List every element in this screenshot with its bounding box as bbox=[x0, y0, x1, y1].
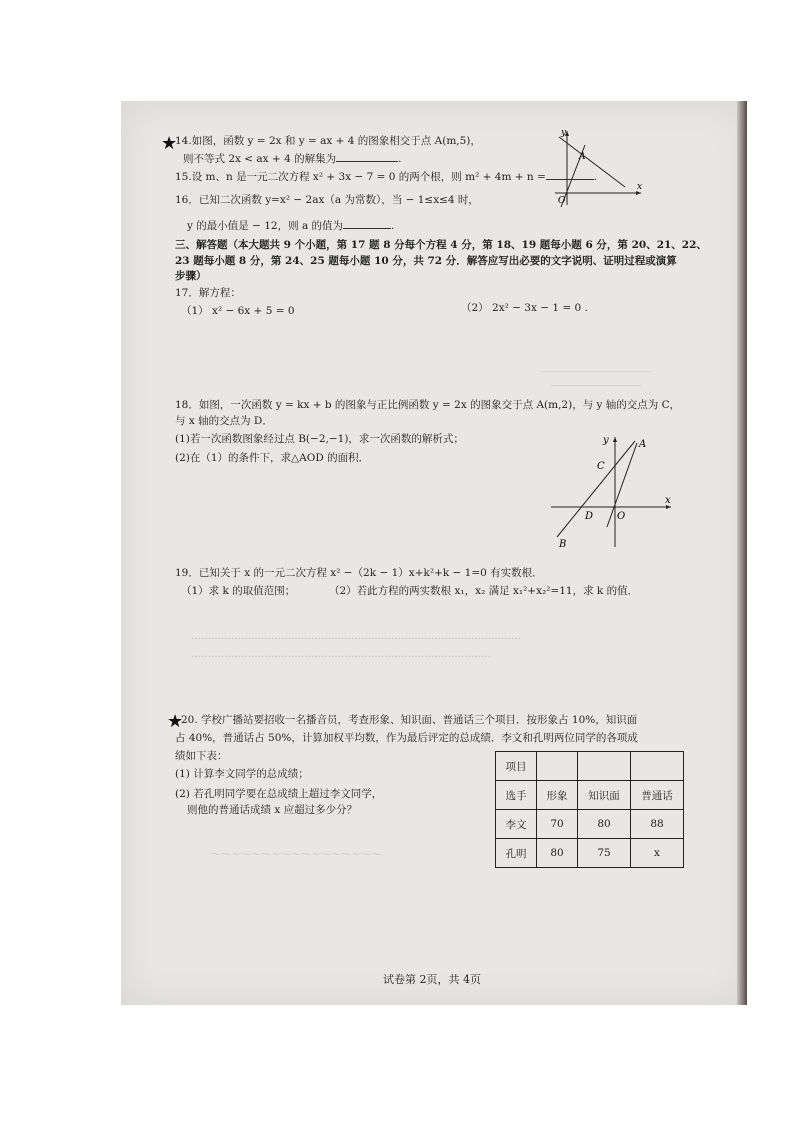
x-label: x bbox=[665, 495, 671, 506]
q14-line2: 则不等式 2x < ax + 4 的解集为 . bbox=[183, 153, 402, 165]
point-a-label: A bbox=[639, 439, 647, 450]
q20-part1: (1) 计算李文同学的总成绩； bbox=[175, 768, 309, 780]
q18-part1: (1)若一次函数图象经过点 B(−2,−1)，求一次函数的解析式； bbox=[175, 433, 464, 445]
q16-line2: y 的最小值是 − 12，则 a 的值为 . bbox=[187, 220, 395, 232]
y-axis-arrow bbox=[613, 437, 617, 442]
origin-label: O bbox=[617, 511, 626, 522]
answer-blank bbox=[336, 151, 398, 162]
y-label: y bbox=[603, 435, 609, 446]
section3-line3: 步骤） bbox=[175, 270, 207, 282]
table-cell: 选手 bbox=[496, 781, 537, 810]
q15: 15.设 m、n 是一元二次方程 x² + 3x − 7 = 0 的两个根，则 m² + 4m + n = . bbox=[175, 171, 598, 183]
table-cell: x bbox=[631, 839, 684, 868]
page-footer: 试卷第 2页，共 4页 bbox=[383, 973, 481, 986]
table-cell bbox=[537, 752, 578, 781]
table-cell: 项目 bbox=[496, 752, 537, 781]
star-mark-icon: ★ bbox=[161, 133, 178, 154]
table-cell: 普通话 bbox=[631, 781, 684, 810]
q20-line3: 绩如下表： bbox=[175, 750, 228, 762]
q20-part2a: (2) 若孔明同学要在总成绩上超过李文同学， bbox=[175, 788, 383, 800]
exam-paper: ★ 14.如图，函数 y = 2x 和 y = ax + 4 的图象相交于点 A(m,5)， 则不等式 2x < ax + 4 的解集为 . y x O A 15.设 m、n 是一元二次方程 x² + 3x − 7 = 0 的两个根，则 m² + 4m + n = . 16．已知二次函数 y=x² − 2ax（a 为常数），当 − 1≤x≤4 时， y 的最小值是 − 12，则 a 的值为 . 三、解答题（本大题共 9 个小题，第 17 题 8 分每个方程 4 分，第 18、19 题每小题 6 分，第 20、21、22、 23 题每小题 8 分，第 24、25 题每小题 10 分，共 72 分．解答应写出必要的文字说明、证明过程或演算 步骤） 17．解方程： （1） x² − 6x + 5 = 0 （2） 2x² − 3x − 1 = 0 . ＿＿＿＿＿＿＿＿＿＿＿ ＿＿＿＿＿＿＿＿＿ 18．如图，一次函数 y = kx + b 的图象与正比例函数 y = 2x 的图象交于点 A(m,2)，与 y 轴的交点为 C， 与 x 轴的交点为 D． (1)若一次函数图象经过点 B(−2,−1)，求一次函数的解析式； (2)在（1）的条件下，求△AOD 的面积． y x A C D O B 19．已知关于 x 的一元二次方程 x² −（2k − 1）x+k²+k − 1=0 有实数根． （1）求 k 的取值范围； （2）若此方程的两实数根 x₁，x₂ 满足 x₁²+x₂²=11，求 k 的值． ……………………………………………………………………………………… ……………………………………………………………………………… ★ 20. 学校广播站要招收一名播音员，考查形象、知识面、普通话三个项目．按形象占 10%，知识面 占 40%，普通话占 50%，计算加权平均数，作为最后评定的总成绩．李文和孔明两位同学的各项成 绩如下表： (1) 计算李文同学的总成绩； (2) 若孔明同学要在总成绩上超过李文同学， 则他的普通话成绩 x 应超过多少分？ 项目 选手 形象 知识面 普通话 李文 70 80 88 孔明 80 75 x ～～～～～～～～～～～～～～～～～ 试卷第 2页，共 4页 bbox=[121, 101, 747, 1005]
table-cell: 知识面 bbox=[578, 781, 631, 810]
score-table bbox=[495, 751, 684, 868]
q18-figure bbox=[549, 431, 675, 549]
point-b-label: B bbox=[559, 539, 567, 549]
x-label: x bbox=[637, 182, 643, 192]
q18-line1: 18．如图，一次函数 y = kx + b 的图象与正比例函数 y = 2x 的图象交于点 A(m,2)，与 y 轴的交点为 C， bbox=[175, 399, 681, 411]
q19-part1: （1）求 k 的取值范围； bbox=[181, 585, 296, 597]
q14-line1: 14.如图，函数 y = 2x 和 y = ax + 4 的图象相交于点 A(m,5)， bbox=[175, 135, 481, 147]
q16-line1: 16．已知二次函数 y=x² − 2ax（a 为常数），当 − 1≤x≤4 时， bbox=[175, 194, 479, 206]
q17-part2: （2） 2x² − 3x − 1 = 0 . bbox=[461, 302, 588, 314]
y-label: y bbox=[561, 128, 567, 138]
table-cell: 88 bbox=[631, 810, 684, 839]
line-y-kx-b bbox=[557, 441, 635, 537]
section3-line2: 23 题每小题 8 分，第 24、25 题每小题 10 分，共 72 分．解答应写出必要的文字说明、证明过程或演算 bbox=[175, 255, 677, 267]
q19-part2: （2）若此方程的两实数根 x₁，x₂ 满足 x₁²+x₂²=11，求 k 的值． bbox=[329, 585, 639, 597]
point-d-label: D bbox=[585, 511, 594, 522]
table-cell: 形象 bbox=[537, 781, 578, 810]
table-cell bbox=[578, 752, 631, 781]
q19-line1: 19．已知关于 x 的一元二次方程 x² −（2k − 1）x+k²+k − 1=0 有实数根． bbox=[175, 567, 543, 579]
q18-part2: (2)在（1）的条件下，求△AOD 的面积． bbox=[175, 452, 370, 464]
q20-line1: 20. 学校广播站要招收一名播音员，考查形象、知识面、普通话三个项目．按形象占 10%，知识面 bbox=[181, 714, 638, 726]
table-cell: 80 bbox=[537, 839, 578, 868]
q17-part1: （1） x² − 6x + 5 = 0 bbox=[181, 305, 295, 317]
point-a-label: A bbox=[579, 152, 586, 162]
table-cell: 李文 bbox=[496, 810, 537, 839]
paper-edge-shadow bbox=[737, 101, 747, 1005]
table-cell: 孔明 bbox=[496, 839, 537, 868]
table-row bbox=[496, 781, 684, 810]
q17-title: 17．解方程： bbox=[175, 287, 241, 299]
section3-line1: 三、解答题（本大题共 9 个小题，第 17 题 8 分每个方程 4 分，第 18、19 题每小题 6 分，第 20、21、22、 bbox=[175, 239, 707, 251]
q14-figure bbox=[553, 125, 645, 207]
table-row bbox=[496, 752, 684, 781]
table-row bbox=[496, 839, 684, 868]
q20-line2: 占 40%，普通话占 50%，计算加权平均数，作为最后评定的总成绩．李文和孔明两位同学的各项成 bbox=[175, 732, 638, 744]
table-cell: 75 bbox=[578, 839, 631, 868]
answer-blank bbox=[546, 169, 594, 180]
table-cell: 70 bbox=[537, 810, 578, 839]
q20-part2b: 则他的普通话成绩 x 应超过多少分？ bbox=[187, 804, 358, 816]
origin-label: O bbox=[558, 196, 566, 206]
q18-line2: 与 x 轴的交点为 D． bbox=[175, 415, 273, 427]
table-cell: 80 bbox=[578, 810, 631, 839]
star-mark-icon: ★ bbox=[167, 711, 184, 732]
point-c-label: C bbox=[597, 461, 605, 472]
answer-blank bbox=[343, 218, 391, 229]
table-cell bbox=[631, 752, 684, 781]
table-row bbox=[496, 810, 684, 839]
